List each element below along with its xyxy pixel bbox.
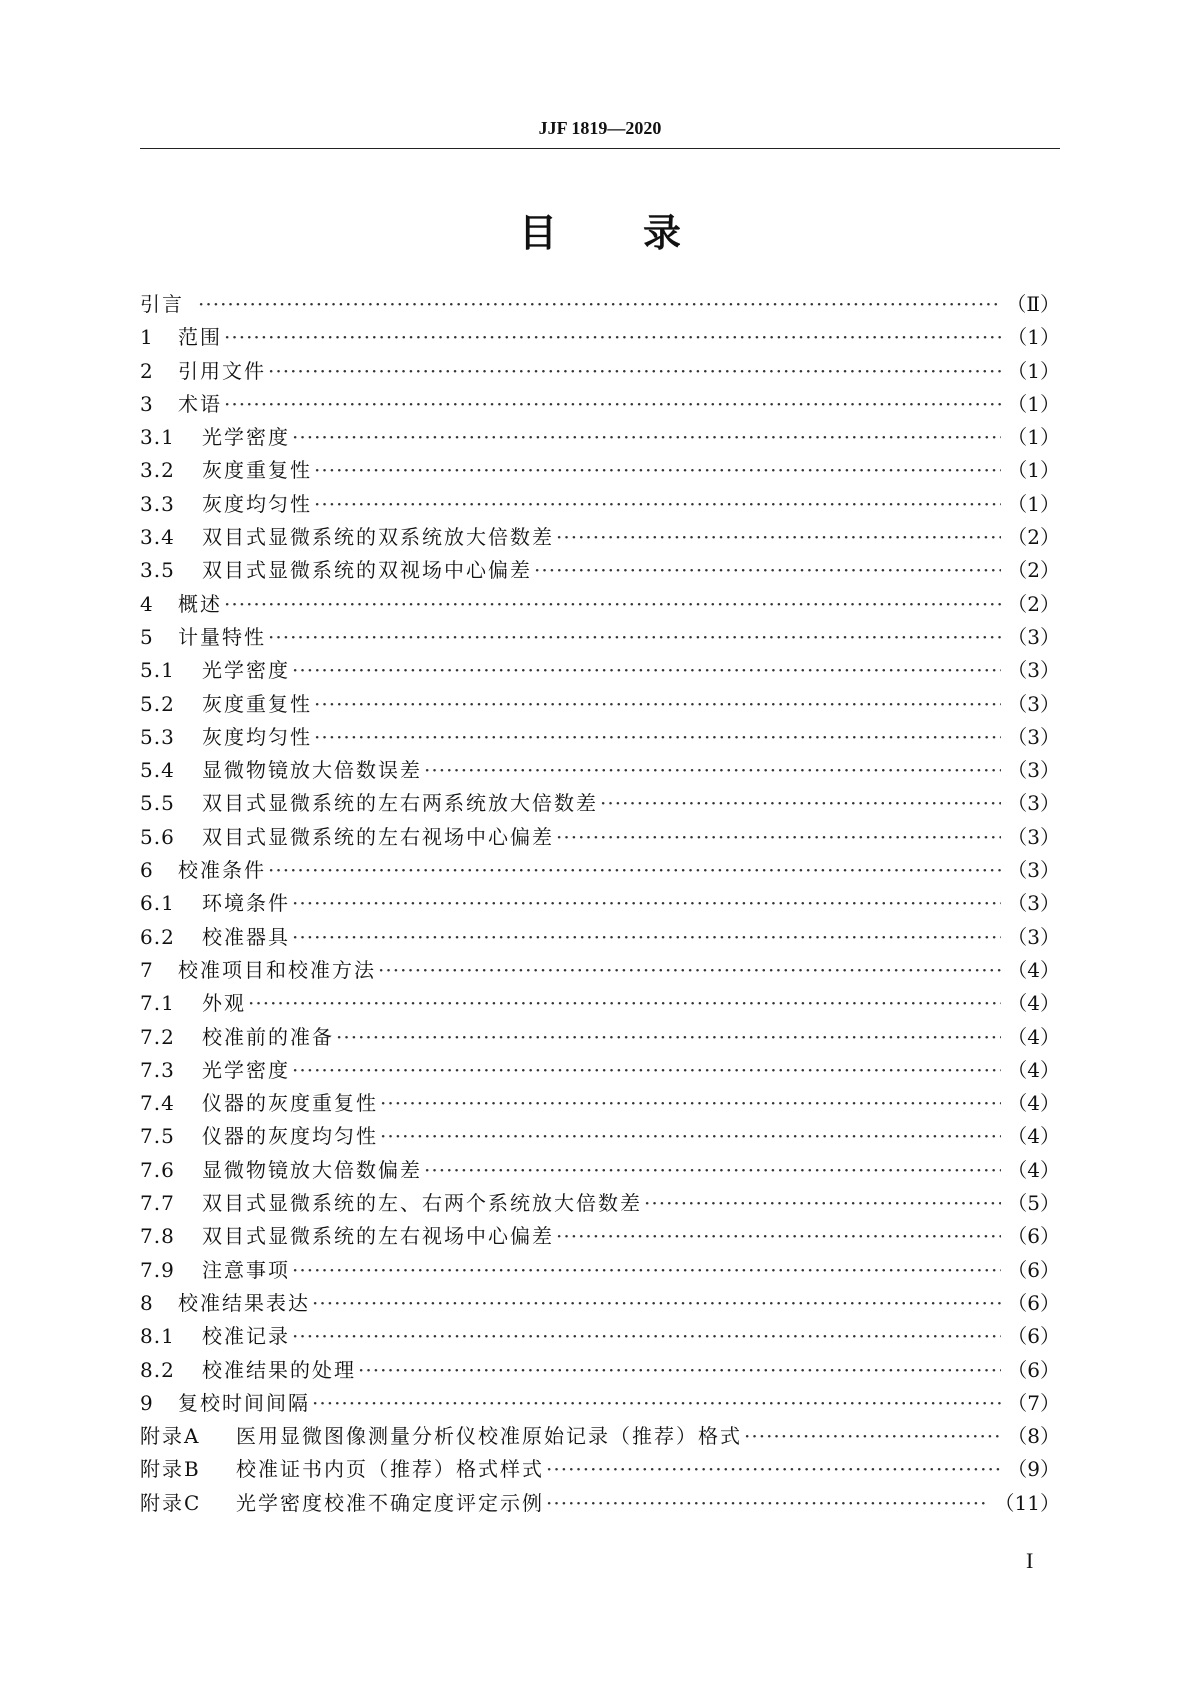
toc-entry-label: 双目式显微系统的左右视场中心偏差 [202, 824, 554, 849]
toc-entry-label: 灰度均匀性 [202, 491, 312, 516]
page-title-char-1: 目 [518, 211, 557, 255]
toc-entry-page: （1） [1007, 425, 1060, 450]
toc-entry-number: 7.4 [140, 1091, 175, 1116]
toc-entry-number: 3.5 [140, 558, 175, 583]
toc-entry[interactable] [140, 588, 1060, 621]
toc-entry-number: 3.2 [140, 458, 175, 483]
toc-entry-page: （4） [1007, 1091, 1060, 1116]
dot-leader [314, 454, 1001, 487]
toc-entry-page: （11） [994, 1490, 1060, 1515]
toc-entry-number: 7.9 [140, 1257, 175, 1282]
dot-leader [556, 521, 1001, 554]
dot-leader [546, 1487, 989, 1520]
toc-entry-label: 校准前的准备 [202, 1024, 334, 1049]
toc-entry[interactable] [140, 554, 1060, 587]
toc-entry[interactable] [140, 754, 1060, 787]
toc-entry-page: （1） [1007, 491, 1060, 516]
toc-entry-page: （3） [1007, 824, 1060, 849]
toc-entry[interactable] [140, 1487, 1060, 1520]
toc-entry-label: 校准项目和校准方法 [178, 957, 376, 982]
dot-leader [600, 787, 1001, 820]
dot-leader [224, 321, 1001, 354]
dot-leader [198, 288, 1000, 321]
toc-entry-page: （2） [1007, 591, 1060, 616]
toc-entry[interactable] [140, 1420, 1060, 1453]
dot-leader [312, 1287, 1001, 1320]
toc-entry[interactable] [140, 1254, 1060, 1287]
toc-entry-page: （4） [1007, 1157, 1060, 1182]
toc-entry-page: （2） [1007, 525, 1060, 550]
toc-entry-number: 7.3 [140, 1057, 175, 1082]
toc-entry-number: 6 [140, 858, 154, 883]
toc-entry-page: （3） [1007, 691, 1060, 716]
toc-entry-page: （2） [1007, 558, 1060, 583]
dot-leader [336, 1021, 1001, 1054]
toc-entry[interactable] [140, 1287, 1060, 1320]
toc-entry-page: （5） [1007, 1191, 1060, 1216]
toc-entry-number: 7.5 [140, 1124, 175, 1149]
dot-leader [314, 488, 1001, 521]
toc-entry[interactable] [140, 1087, 1060, 1120]
toc-entry[interactable] [140, 954, 1060, 987]
dot-leader [248, 987, 1001, 1020]
dot-leader [424, 1154, 1001, 1187]
toc-entry-label: 仪器的灰度均匀性 [202, 1124, 378, 1149]
dot-leader [534, 554, 1001, 587]
toc-entry-label: 光学密度 [202, 1057, 290, 1082]
dot-leader [224, 588, 1001, 621]
toc-entry-number: 附录C [140, 1490, 202, 1515]
toc-entry-label: 复校时间间隔 [178, 1390, 310, 1415]
toc-entry-label: 计量特性 [178, 624, 266, 649]
toc-entry-label: 双目式显微系统的左右两系统放大倍数差 [202, 791, 598, 816]
toc-entry-label: 概述 [178, 591, 222, 616]
table-of-contents [140, 288, 1060, 1520]
toc-entry-page: （7） [1007, 1390, 1060, 1415]
page-title-char-2: 录 [643, 211, 682, 255]
toc-entry-label: 校准结果表达 [178, 1290, 310, 1315]
toc-entry-number: 7.2 [140, 1024, 175, 1049]
toc-entry-number: 3 [140, 391, 154, 416]
dot-leader [312, 1387, 1001, 1420]
toc-entry-number: 附录B [140, 1457, 201, 1482]
toc-entry-page: （3） [1007, 658, 1060, 683]
toc-entry-page: （3） [1007, 858, 1060, 883]
dot-leader [744, 1420, 1001, 1453]
toc-entry-page: （3） [1007, 724, 1060, 749]
toc-entry-page: （3） [1007, 891, 1060, 916]
toc-entry-number: 5.3 [140, 724, 175, 749]
toc-entry-number: 8 [140, 1290, 154, 1315]
dot-leader [292, 921, 1001, 954]
toc-entry-label: 校准证书内页（推荐）格式样式 [236, 1457, 544, 1482]
page-folio: I [1026, 1548, 1034, 1573]
toc-entry-number: 6.1 [140, 891, 175, 916]
dot-leader [292, 1054, 1001, 1087]
toc-entry-label: 双目式显微系统的双系统放大倍数差 [202, 525, 554, 550]
toc-entry-number: 8.1 [140, 1324, 175, 1349]
toc-entry-page: （Ⅱ） [1006, 292, 1060, 316]
dot-leader [292, 654, 1001, 687]
toc-entry-label: 灰度重复性 [202, 458, 312, 483]
toc-entry-number: 2 [140, 358, 154, 383]
toc-entry-page: （3） [1007, 791, 1060, 816]
toc-entry-label: 显微物镜放大倍数偏差 [202, 1157, 422, 1182]
dot-leader [380, 1087, 1001, 1120]
toc-entry[interactable] [140, 621, 1060, 654]
toc-entry-number: 3.1 [140, 425, 175, 450]
toc-entry-page: （1） [1007, 358, 1060, 383]
toc-entry-page: （6） [1007, 1224, 1060, 1249]
toc-entry[interactable] [140, 1054, 1060, 1087]
toc-entry[interactable] [140, 454, 1060, 487]
toc-entry[interactable] [140, 1021, 1060, 1054]
toc-entry-label: 范围 [178, 325, 222, 350]
dot-leader [268, 621, 1001, 654]
toc-entry-label: 注意事项 [202, 1257, 290, 1282]
toc-entry-number: 5.6 [140, 824, 175, 849]
toc-entry-number: 5.4 [140, 758, 175, 783]
toc-entry[interactable] [140, 654, 1060, 687]
toc-entry-label: 光学密度 [202, 658, 290, 683]
toc-entry[interactable] [140, 1453, 1060, 1486]
dot-leader [314, 688, 1001, 721]
toc-entry-page: （6） [1007, 1324, 1060, 1349]
dot-leader [556, 1220, 1001, 1253]
toc-entry-page: （4） [1007, 991, 1060, 1016]
toc-entry-page: （9） [1007, 1457, 1060, 1482]
dot-leader [292, 1254, 1001, 1287]
toc-entry-number: 7 [140, 957, 154, 982]
toc-entry-number: 附录A [140, 1424, 201, 1449]
toc-entry-label: 引用文件 [178, 358, 266, 383]
document-code-header: JJF 1819—2020 [538, 118, 662, 138]
dot-leader [546, 1453, 1001, 1486]
toc-entry[interactable] [140, 1120, 1060, 1153]
toc-entry-number: 6.2 [140, 924, 175, 949]
toc-entry-number: 5.2 [140, 691, 175, 716]
toc-entry-page: （3） [1007, 758, 1060, 783]
toc-entry[interactable] [140, 1220, 1060, 1253]
toc-entry-label: 双目式显微系统的左、右两个系统放大倍数差 [202, 1191, 642, 1216]
toc-entry-page: （6） [1007, 1357, 1060, 1382]
toc-entry-number: 5 [140, 624, 154, 649]
toc-entry-number: 9 [140, 1390, 154, 1415]
toc-entry[interactable] [140, 321, 1060, 354]
toc-entry[interactable] [140, 355, 1060, 388]
toc-entry-label: 光学密度 [202, 425, 290, 450]
toc-entry-number: 7.1 [140, 991, 175, 1016]
toc-entry-page: （1） [1007, 458, 1060, 483]
dot-leader [358, 1354, 1001, 1387]
dot-leader [268, 355, 1001, 388]
dot-leader [224, 388, 1001, 421]
toc-entry-label: 灰度重复性 [202, 691, 312, 716]
toc-entry-label: 医用显微图像测量分析仪校准原始记录（推荐）格式 [236, 1424, 742, 1449]
toc-entry-page: （1） [1007, 325, 1060, 350]
toc-entry[interactable] [140, 1154, 1060, 1187]
toc-entry[interactable] [140, 887, 1060, 920]
dot-leader [378, 954, 1001, 987]
toc-entry-number: 7.7 [140, 1191, 175, 1216]
toc-entry-label: 光学密度校准不确定度评定示例 [236, 1490, 544, 1515]
toc-entry[interactable] [140, 521, 1060, 554]
toc-entry-label: 校准结果的处理 [202, 1357, 356, 1382]
toc-entry-page: （3） [1007, 624, 1060, 649]
toc-entry-number: 5.5 [140, 791, 175, 816]
toc-entry[interactable] [140, 1387, 1060, 1420]
dot-leader [380, 1120, 1001, 1153]
header-rule [140, 148, 1060, 149]
page-title [140, 202, 1060, 257]
dot-leader [644, 1187, 1001, 1220]
toc-entry-number: 7.6 [140, 1157, 175, 1182]
toc-entry-label: 显微物镜放大倍数误差 [202, 758, 422, 783]
toc-entry[interactable] [140, 688, 1060, 721]
toc-entry-label: 引言 [140, 292, 184, 316]
toc-entry-page: （8） [1007, 1424, 1060, 1449]
toc-entry[interactable] [140, 388, 1060, 421]
toc-entry[interactable] [140, 1187, 1060, 1220]
toc-entry-page: （6） [1007, 1257, 1060, 1282]
toc-entry-label: 校准记录 [202, 1324, 290, 1349]
toc-entry-page: （4） [1007, 1024, 1060, 1049]
toc-entry-page: （4） [1007, 1124, 1060, 1149]
toc-entry-label: 仪器的灰度重复性 [202, 1091, 378, 1116]
toc-entry[interactable] [140, 288, 1060, 321]
toc-entry[interactable] [140, 987, 1060, 1020]
toc-entry-number: 3.3 [140, 491, 175, 516]
toc-entry-number: 7.8 [140, 1224, 175, 1249]
dot-leader [292, 887, 1001, 920]
toc-entry-number: 5.1 [140, 658, 175, 683]
toc-entry-number: 3.4 [140, 525, 175, 550]
dot-leader [424, 754, 1001, 787]
toc-entry-page: （3） [1007, 924, 1060, 949]
toc-entry[interactable] [140, 1354, 1060, 1387]
dot-leader [268, 854, 1001, 887]
toc-entry-number: 4 [140, 591, 154, 616]
toc-entry[interactable] [140, 921, 1060, 954]
toc-entry-label: 术语 [178, 391, 222, 416]
toc-entry-label: 外观 [202, 991, 246, 1016]
toc-entry[interactable] [140, 721, 1060, 754]
toc-entry-label: 校准条件 [178, 858, 266, 883]
toc-entry-number: 8.2 [140, 1357, 175, 1382]
toc-entry[interactable] [140, 787, 1060, 820]
toc-entry-label: 双目式显微系统的左右视场中心偏差 [202, 1224, 554, 1249]
toc-entry-page: （6） [1007, 1290, 1060, 1315]
toc-entry[interactable] [140, 854, 1060, 887]
dot-leader [292, 421, 1001, 454]
toc-entry-number: 1 [140, 325, 154, 350]
toc-entry-label: 环境条件 [202, 891, 290, 916]
dot-leader [292, 1320, 1001, 1353]
toc-entry[interactable] [140, 488, 1060, 521]
dot-leader [556, 821, 1001, 854]
toc-entry-page: （1） [1007, 391, 1060, 416]
toc-entry-label: 双目式显微系统的双视场中心偏差 [202, 558, 532, 583]
toc-entry-page: （4） [1007, 1057, 1060, 1082]
toc-entry-label: 校准器具 [202, 924, 290, 949]
toc-entry[interactable] [140, 421, 1060, 454]
toc-entry-page: （4） [1007, 957, 1060, 982]
toc-entry[interactable] [140, 1320, 1060, 1353]
dot-leader [314, 721, 1001, 754]
toc-entry[interactable] [140, 821, 1060, 854]
toc-entry-label: 灰度均匀性 [202, 724, 312, 749]
